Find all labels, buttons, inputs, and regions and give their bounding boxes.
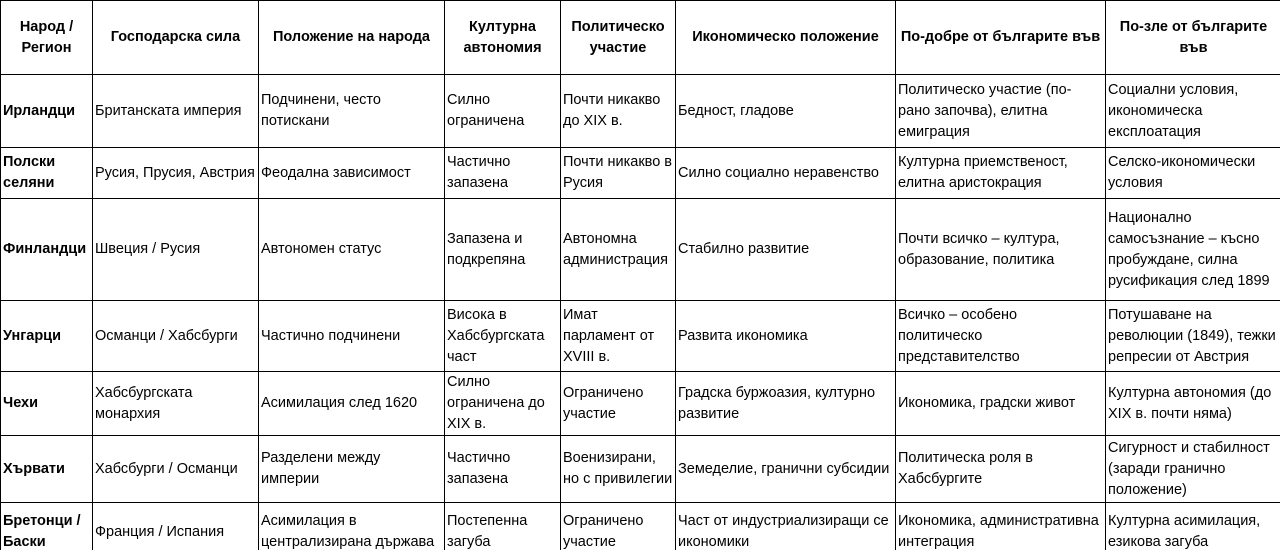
table-cell: Силно ограничена	[445, 75, 561, 148]
table-cell: Почти никакво до XIX в.	[561, 75, 676, 148]
table-cell: Постепенна загуба	[445, 503, 561, 550]
table-row	[1, 436, 1280, 503]
table-cell: Културна асимилация, езикова загуба	[1106, 503, 1280, 550]
table-cell: Частично запазена	[445, 436, 561, 503]
table-cell: Франция / Испания	[93, 503, 259, 550]
table-cell: Политическо участие (по-рано започва), елитна емиграция	[896, 75, 1106, 148]
table-cell: Феодална зависимост	[259, 148, 445, 199]
table-cell: Почти всичко – култура, образование, политика	[896, 199, 1106, 301]
table-cell: Британската империя	[93, 75, 259, 148]
table-row	[1, 75, 1280, 148]
table-cell: Запазена и подкрепяна	[445, 199, 561, 301]
table-row	[1, 301, 1280, 372]
table-cell: Културна автономия (до XIX в. почти няма)	[1106, 372, 1280, 436]
table-cell: Подчинени, често потискани	[259, 75, 445, 148]
table-cell: Почти никакво в Русия	[561, 148, 676, 199]
table-cell: Стабилно развитие	[676, 199, 896, 301]
table-cell: Силно социално неравенство	[676, 148, 896, 199]
table-row	[1, 372, 1280, 436]
row-header-cell: Полски селяни	[1, 148, 93, 199]
table-cell: Част от индустриализиращи се икономики	[676, 503, 896, 550]
header-cell: По-зле от българите във	[1106, 1, 1280, 75]
row-header-cell: Чехи	[1, 372, 93, 436]
table-cell: Силно ограничена до XIX в.	[445, 372, 561, 436]
table-cell: Потушаване на революции (1849), тежки репресии от Австрия	[1106, 301, 1280, 372]
row-header-cell: Унгарци	[1, 301, 93, 372]
table-cell: Османци / Хабсбурги	[93, 301, 259, 372]
header-cell: Положение на народа	[259, 1, 445, 75]
table-cell: Висока в Хабсбургската част	[445, 301, 561, 372]
table-cell: Асимилация след 1620	[259, 372, 445, 436]
table-cell: Хабсбургската монархия	[93, 372, 259, 436]
table-cell: Русия, Прусия, Австрия	[93, 148, 259, 199]
header-cell: По-добре от българите във	[896, 1, 1106, 75]
table-cell: Политическа роля в Хабсбургите	[896, 436, 1106, 503]
table-cell: Икономика, градски живот	[896, 372, 1106, 436]
table-cell: Хабсбурги / Османци	[93, 436, 259, 503]
row-header-cell: Хървати	[1, 436, 93, 503]
table-cell: Икономика, административна интеграция	[896, 503, 1106, 550]
table-cell: Земеделие, гранични субсидии	[676, 436, 896, 503]
table-cell: Сигурност и стабилност (заради гранично положение)	[1106, 436, 1280, 503]
table-cell: Автономен статус	[259, 199, 445, 301]
table-cell: Частично запазена	[445, 148, 561, 199]
table-cell: Швеция / Русия	[93, 199, 259, 301]
table-cell: Асимилация в централизирана държава	[259, 503, 445, 550]
header-cell: Народ / Регион	[1, 1, 93, 75]
table-cell: Частично подчинени	[259, 301, 445, 372]
row-header-cell: Финландци	[1, 199, 93, 301]
row-header-cell: Ирландци	[1, 75, 93, 148]
table-cell: Ограничено участие	[561, 372, 676, 436]
table-cell: Културна приемственост, елитна аристокрация	[896, 148, 1106, 199]
header-cell: Икономическо положение	[676, 1, 896, 75]
header-cell: Господарска сила	[93, 1, 259, 75]
table-cell: Всичко – особено политическо представителство	[896, 301, 1106, 372]
header-cell: Политическо участие	[561, 1, 676, 75]
table-cell: Имат парламент от XVIII в.	[561, 301, 676, 372]
table-cell: Военизирани, но с привилегии	[561, 436, 676, 503]
table-row	[1, 148, 1280, 199]
table-header-row	[1, 1, 1280, 75]
table-row	[1, 199, 1280, 301]
table-cell: Разделени между империи	[259, 436, 445, 503]
table-cell: Автономна администрация	[561, 199, 676, 301]
header-cell: Културна автономия	[445, 1, 561, 75]
table-cell: Ограничено участие	[561, 503, 676, 550]
table-cell: Развита икономика	[676, 301, 896, 372]
table-cell: Градска буржоазия, културно развитие	[676, 372, 896, 436]
row-header-cell: Бретонци / Баски	[1, 503, 93, 550]
table-cell: Национално самосъзнание – късно пробуждане, силна русификация след 1899	[1106, 199, 1280, 301]
table-row	[1, 503, 1280, 550]
table-cell: Социални условия, икономическа експлоатация	[1106, 75, 1280, 148]
table-cell: Бедност, гладове	[676, 75, 896, 148]
table-cell: Селско-икономически условия	[1106, 148, 1280, 199]
